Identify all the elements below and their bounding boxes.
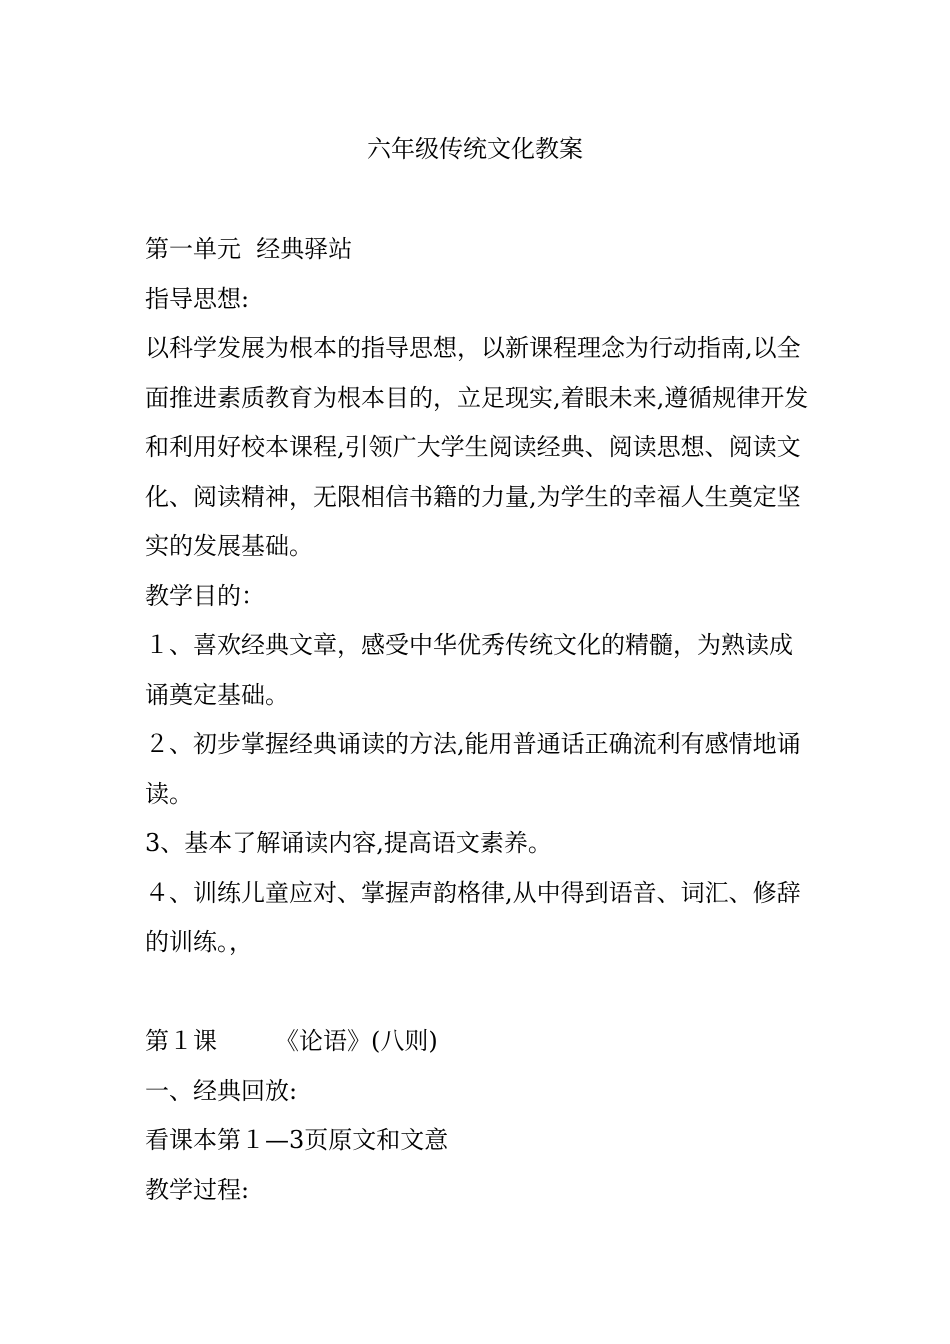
- goal-item-2: ２、初步掌握经典诵读的方法,能用普通话正确流利有感情地诵读。: [145, 730, 801, 808]
- unit-heading: 第一单元 经典驿站: [145, 235, 353, 263]
- document-title: 六年级传统文化教案: [367, 135, 583, 163]
- section-spacer: [145, 968, 810, 1018]
- guiding-label: 指导思想:: [145, 284, 250, 313]
- lesson-heading: [145, 1017, 810, 1067]
- document-body: [145, 225, 810, 1215]
- lesson-number: 第１课: [145, 1027, 217, 1055]
- goal-item-3: 3、基本了解诵读内容,提高语文素养。: [145, 829, 552, 857]
- section1-text: 看课本第１—3页原文和文意: [145, 1126, 449, 1154]
- goals-label: 教学目的：: [145, 581, 265, 610]
- goal-item-4: ４、训练儿童应对、掌握声韵格律,从中得到语音、词汇、修辞的训练。，: [145, 878, 801, 956]
- goal-item-1: １、喜欢经典文章，感受中华优秀传统文化的精髓，为熟读成诵奠定基础。: [145, 631, 793, 709]
- section1-heading: 一、经典回放:: [145, 1076, 298, 1105]
- guiding-text: 以科学发展为根本的指导思想，以新课程理念为行动指南,以全面推进素质教育为根本目的，立足现实,着眼未来,遵循规律开发和利用好校本课程,引领广大学生阅读经典、阅读思想、阅读文化、阅读精神，无限相信书籍的力量,为学生的幸福人生奠定坚实的发展基础。: [145, 334, 809, 560]
- lesson-name: 《论语》(八则): [275, 1027, 438, 1055]
- process-label: 教学过程:: [145, 1175, 250, 1204]
